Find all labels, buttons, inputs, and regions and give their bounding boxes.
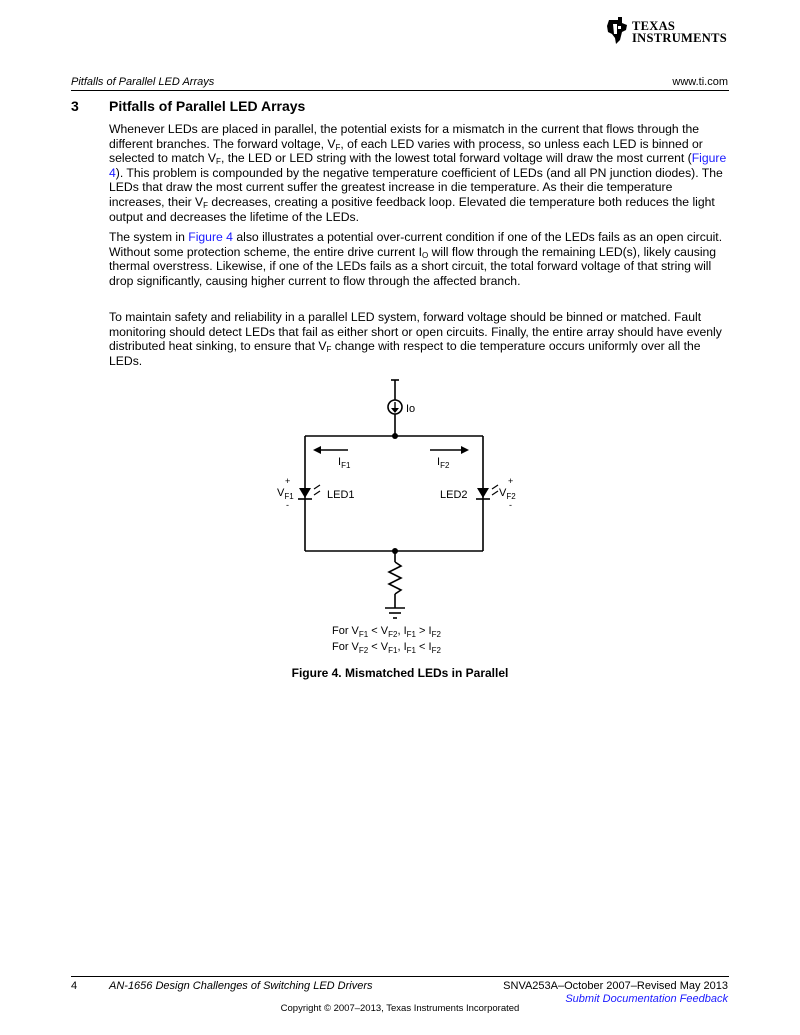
if1-label: $I_{F1}$ [338,456,351,470]
text: To maintain safety and reliability in a parallel LED system, forward voltage should be binned or matched. Fault monitoring should detect LEDs that fail as either short or open circuits. Finally, the entire array should have evenly distributed heat sinking, to ensure that V [109,310,722,354]
junction-dot-top [392,433,398,439]
figure-4-link[interactable]: Figure 4 [109,151,727,180]
vf2-label: $V_{F2}$ [499,487,516,501]
subscript: F [216,157,221,167]
paragraph-2 [109,230,731,288]
text: The system in [109,230,189,244]
text: Whenever LEDs are placed in parallel, the potential exists for a mismatch in the current that flows through the different branches. The forward voltage, V [109,122,700,151]
copyright: Copyright © 2007–2013, Texas Instruments Incorporated [280,1003,520,1014]
paragraph-3 [109,310,731,368]
vf2-plus: + [508,476,514,486]
ti-logo [606,16,730,48]
vf1-minus: - [286,500,289,510]
vf1-plus: + [285,476,291,486]
led2-label: LED2 [440,489,468,501]
logo-line1: TEXAS [632,19,676,33]
footer-rule [71,976,729,977]
source-label: Io [406,403,416,415]
text: also illustrates a potential over-current condition if one of the LEDs fails as an open circuit. Without some protection scheme, the entire drive current I [109,230,723,259]
header-rule [71,90,729,91]
paragraph-1 [109,122,731,224]
figure-4-link[interactable]: Figure 4 [188,230,233,244]
ground-icon [385,608,405,618]
doc-id: SNVA253A–October 2007–Revised May 2013 [503,980,728,992]
page-number: 4 [71,980,78,992]
logo-line2: INSTRUMENTS [632,31,727,45]
led2-icon [476,485,498,499]
text: decreases, creating a positive feedback loop. Elevated die temperature both reduces the light output and decreases the lifetime of the LEDs. [109,194,715,224]
subscript: O [421,250,429,260]
text: , of each LED varies with process, so unless each LED is binned or selected to match V [109,136,703,166]
running-title: Pitfalls of Parallel LED Arrays [71,76,215,88]
subscript: F [326,345,332,355]
vf1-label: $V_{F1}$ [277,487,294,501]
if2-label: $I_{F2}$ [437,456,450,470]
led1-label: LED1 [327,489,355,501]
junction-dot-bottom [392,548,398,554]
section-number: 3 [71,98,79,114]
feedback-link[interactable]: Submit Documentation Feedback [565,993,728,1005]
vf2-minus: - [509,500,512,510]
condition-2: For $V_{F2} < V_{F1}$, $I_{F1} < I_{F2}$ [332,641,441,655]
text: change with respect to die temperature occurs uniformly over all the LEDs. [109,339,701,368]
figure-caption: Figure 4. Mismatched LEDs in Parallel [291,666,509,680]
text: will flow through the remaining LED(s), likely causing thermal overstress. Likewise, if one of the LEDs fails as a short circuit, the total forward voltage of that string will drop significantly, causing higher current to flow through the affected branch. [109,244,717,288]
circuit-diagram [270,372,530,662]
header-url[interactable]: www.ti.com [672,76,728,88]
doc-title: AN-1656 Design Challenges of Switching LED Drivers [109,980,373,992]
subscript: F [203,200,209,210]
ti-logo-icon [606,16,630,46]
led1-icon [298,485,320,499]
subscript: F [335,142,341,152]
text: , the LED or LED string with the lowest total forward voltage will draw the most current ( [220,151,692,166]
resistor-icon [389,562,401,594]
text: ). This problem is compounded by the negative temperature coefficient of LEDs (and all PN junction diodes). The LEDs that draw the most current suffer the greatest increase in die temperature. As their die temperature increases, their V [109,165,723,209]
condition-1: For $V_{F1} < V_{F2}$, $I_{F1} > I_{F2}$ [332,625,441,639]
section-title: Pitfalls of Parallel LED Arrays [109,98,306,114]
